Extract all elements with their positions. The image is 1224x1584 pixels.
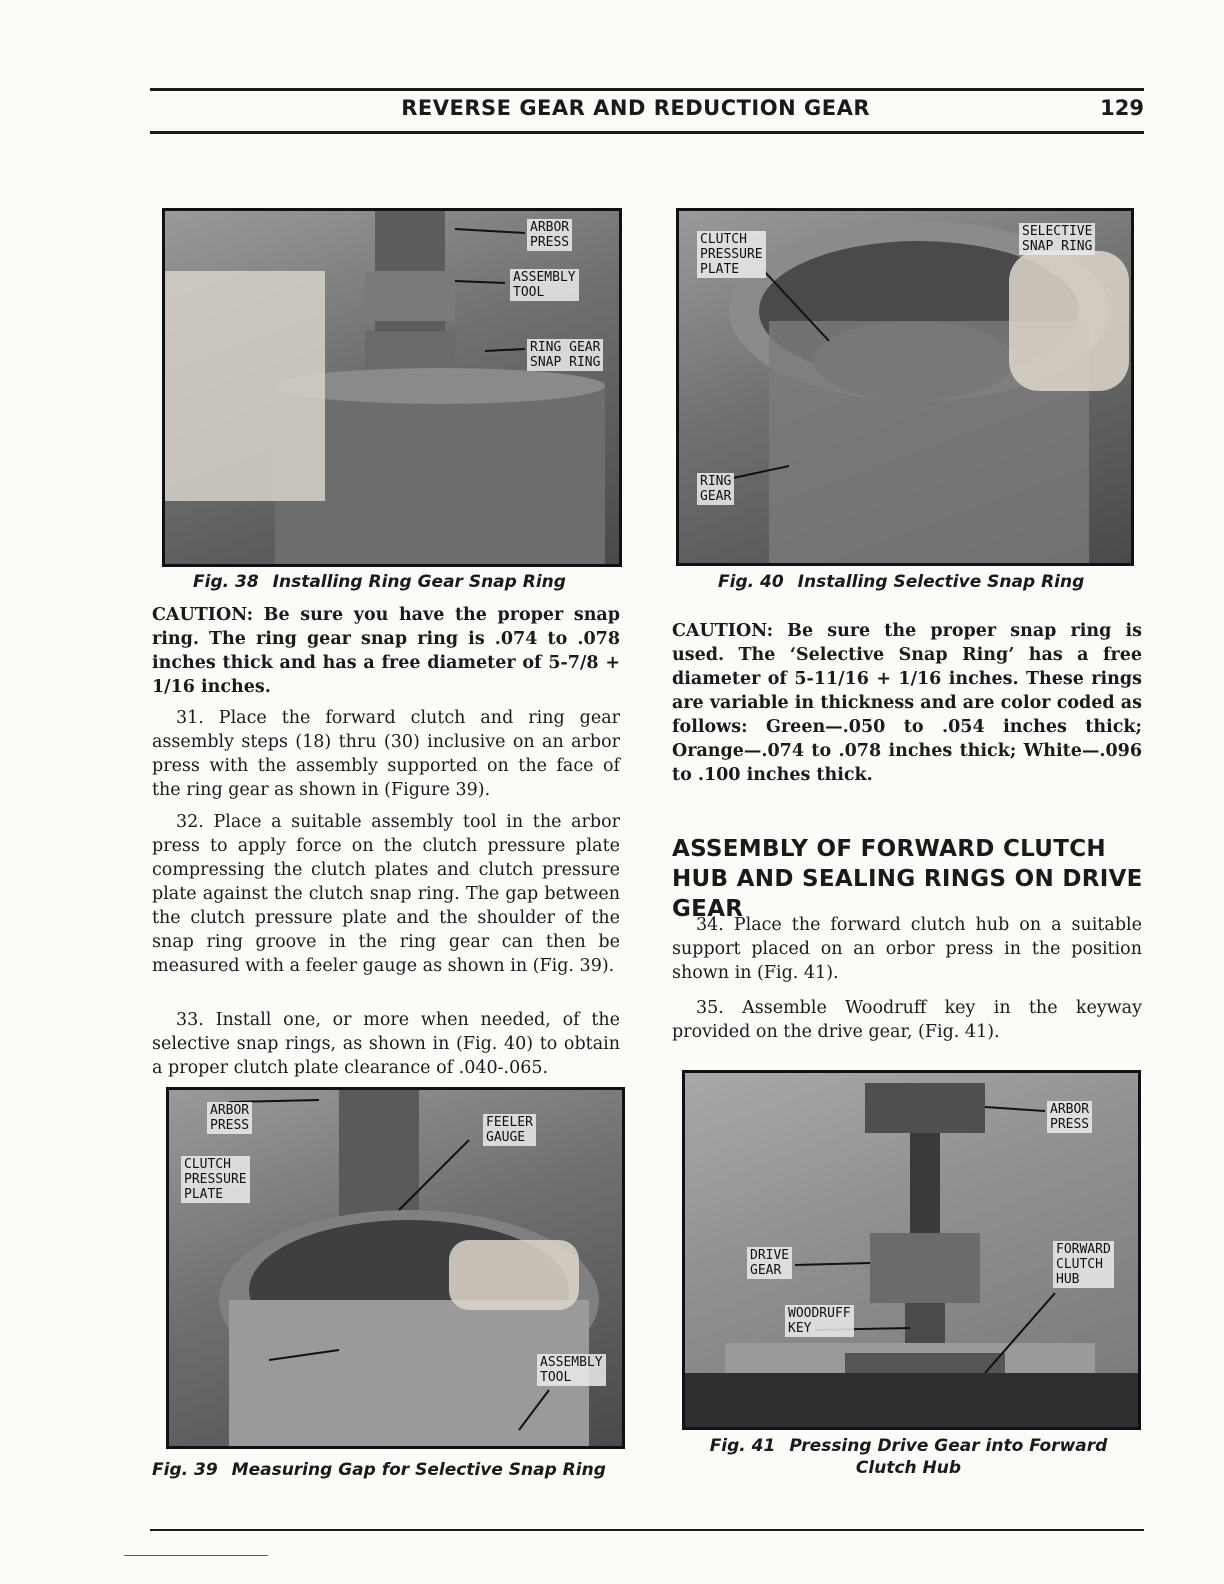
step-35: 35. Assemble Woodruff key in the keyway provided on the drive gear, (Fig. 41). — [672, 998, 1142, 1042]
fig41-callout-woodruff-key: WOODRUFF KEY — [785, 1305, 854, 1337]
fig38-title: Installing Ring Gear Snap Ring — [272, 572, 566, 592]
fig41-callout-forward-clutch-hub: FORWARD CLUTCH HUB — [1053, 1241, 1114, 1288]
page-number: 129 — [1100, 96, 1144, 120]
fig38-callout-ring-gear-snap-ring: RING GEAR SNAP RING — [527, 339, 603, 371]
fig38-callout-assembly-tool: ASSEMBLY TOOL — [510, 269, 579, 301]
step-31: 31. Place the forward clutch and ring gear assembly steps (18) thru (30) inclusive on an arbor press with the assembly supported on the face of the ring gear as shown in (Figure 39). — [152, 708, 620, 800]
fig40-number: Fig. 40 — [718, 572, 784, 592]
fig41-title: Pressing Drive Gear into Forward Clutch Hub — [789, 1436, 1108, 1478]
fig38-photo — [162, 208, 622, 567]
fig39-callout-arbor-press: ARBOR PRESS — [207, 1102, 252, 1134]
fig40-title: Installing Selective Snap Ring — [797, 572, 1085, 592]
footer-rule — [150, 1529, 1144, 1531]
fig39-title: Measuring Gap for Selective Snap Ring — [231, 1460, 606, 1480]
fig38-number: Fig. 38 — [193, 572, 259, 592]
fig41-number: Fig. 41 — [709, 1436, 776, 1456]
fig41-callout-arbor-press: ARBOR PRESS — [1047, 1101, 1092, 1133]
caution-selective-snap-ring: CAUTION: Be sure the proper snap ring is used. The ‘Selective Snap Ring’ has a free diameter of 5-11/16 + 1/16 inches. These rings are variable in thickness and are color coded as follows: Green—.050 to .054 inches thick; Orange—.074 to .078 inches thick; White—.096 to .100 inches thick. — [672, 621, 1142, 785]
caution-ring-gear-snap-ring: CAUTION: Be sure you have the proper snap ring. The ring gear snap ring is .074 to .078 inches thick and has a free diameter of 5-7/8 + 1/16 inches. — [152, 605, 620, 697]
fig41-photo — [682, 1070, 1141, 1430]
step-32: 32. Place a suitable assembly tool in the arbor press to apply force on the clutch pressure plate compressing the clutch plates and clutch pressure plate against the clutch snap ring. The gap between the clutch pressure plate and the shoulder of the snap ring groove in the ring gear can then be measured with a feeler gauge as shown in (Fig. 39). — [152, 812, 620, 976]
fig39-caption — [152, 1460, 606, 1480]
fig40-callout-clutch-pressure-plate: CLUTCH PRESSURE PLATE — [697, 231, 766, 278]
step-34: 34. Place the forward clutch hub on a suitable support placed on an orbor press in the position shown in (Fig. 41). — [672, 915, 1142, 983]
fig41-callout-drive-gear: DRIVE GEAR — [747, 1247, 792, 1279]
fig38-caption — [193, 572, 566, 592]
fig40-callout-selective-snap-ring: SELECTIVE SNAP RING — [1019, 223, 1095, 255]
fig39-photo — [166, 1087, 625, 1449]
step-33: 33. Install one, or more when needed, of the selective snap rings, as shown in (Fig. 40) to obtain a proper clutch plate clearance of .040-.065. — [152, 1010, 620, 1078]
fig39-callout-feeler-gauge: FEELER GAUGE — [483, 1114, 536, 1146]
fig39-callout-assembly-tool: ASSEMBLY TOOL — [537, 1354, 606, 1386]
header-top-rule — [150, 88, 1144, 91]
fig39-number: Fig. 39 — [152, 1460, 218, 1480]
section-heading-forward-clutch-hub: ASSEMBLY OF FORWARD CLUTCH HUB AND SEALING RINGS ON DRIVE GEAR — [672, 836, 1143, 922]
fig41-caption — [682, 1435, 1135, 1479]
fig38-callout-arbor-press: ARBOR PRESS — [527, 219, 572, 251]
fig39-illustration — [169, 1090, 622, 1446]
fig40-caption — [718, 572, 1084, 592]
fig40-photo — [676, 208, 1134, 566]
fig40-callout-ring-gear: RING GEAR — [697, 473, 734, 505]
fig38-illustration — [165, 211, 619, 564]
header-bottom-rule — [150, 131, 1144, 134]
footer-blue-line — [124, 1555, 268, 1556]
fig39-callout-clutch-pressure-plate: CLUTCH PRESSURE PLATE — [181, 1156, 250, 1203]
page-header-title: REVERSE GEAR AND REDUCTION GEAR — [401, 96, 870, 120]
